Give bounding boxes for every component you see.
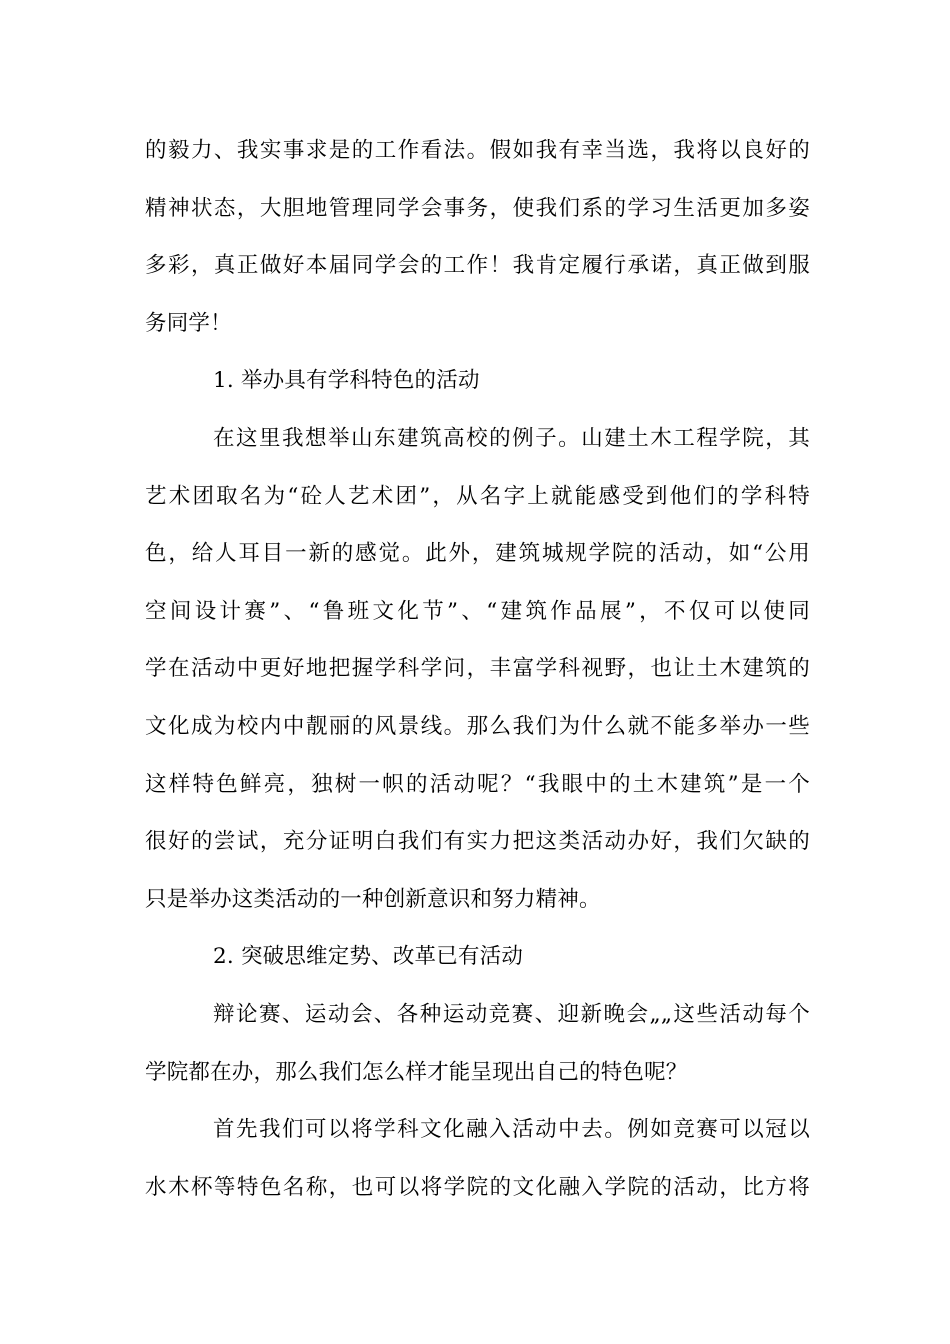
text-line: 精神状态，大胆地管理同学会事务，使我们系的学习生活更加多姿 bbox=[145, 195, 810, 221]
text-line: 学在活动中更好地把握学科学问，丰富学科视野，也让土木建筑的 bbox=[145, 656, 810, 682]
text-line: 学院都在办，那么我们怎么样才能呈现出自己的特色呢？ bbox=[145, 1059, 688, 1085]
text-line: 很好的尝试，充分证明白我们有实力把这类活动办好，我们欠缺的 bbox=[145, 829, 810, 855]
text-line: 多彩，真正做好本届同学会的工作！我肯定履行承诺，真正做到服 bbox=[145, 253, 810, 279]
text-line: 首先我们可以将学科文化融入活动中去。例如竞赛可以冠以 bbox=[213, 1117, 810, 1143]
text-line: 这样特色鲜亮，独树一帜的活动呢？“我眼中的土木建筑”是一个 bbox=[145, 771, 810, 797]
text-line: 色，给人耳目一新的感觉。此外，建筑城规学院的活动，如“公用 bbox=[145, 541, 810, 567]
text-line: 水木杯等特色名称，也可以将学院的文化融入学院的活动，比方将 bbox=[145, 1174, 810, 1200]
text-line: 只是举办这类活动的一种创新意识和努力精神。 bbox=[145, 886, 601, 912]
text-line: 辩论赛、运动会、各种运动竞赛、迎新晚会„„这些活动每个 bbox=[213, 1001, 810, 1027]
text-line: 空间设计赛”、“鲁班文化节”、“建筑作品展”，不仅可以使同 bbox=[145, 598, 810, 624]
text-line: 务同学！ bbox=[145, 310, 232, 336]
text-line: 艺术团取名为“砼人艺术团”，从名字上就能感受到他们的学科特 bbox=[145, 483, 810, 509]
text-line: 的毅力、我实事求是的工作看法。假如我有幸当选，我将以良好的 bbox=[145, 138, 810, 163]
body-text bbox=[145, 122, 810, 1216]
text-line: 文化成为校内中靓丽的风景线。那么我们为什么就不能多举办一些 bbox=[145, 713, 810, 739]
text-line: 在这里我想举山东建筑高校的例子。山建土木工程学院，其 bbox=[213, 425, 810, 451]
section-heading-1: 1. 举办具有学科特色的活动 bbox=[213, 368, 480, 394]
section-heading-2: 2. 突破思维定势、改革已有活动 bbox=[213, 944, 524, 970]
